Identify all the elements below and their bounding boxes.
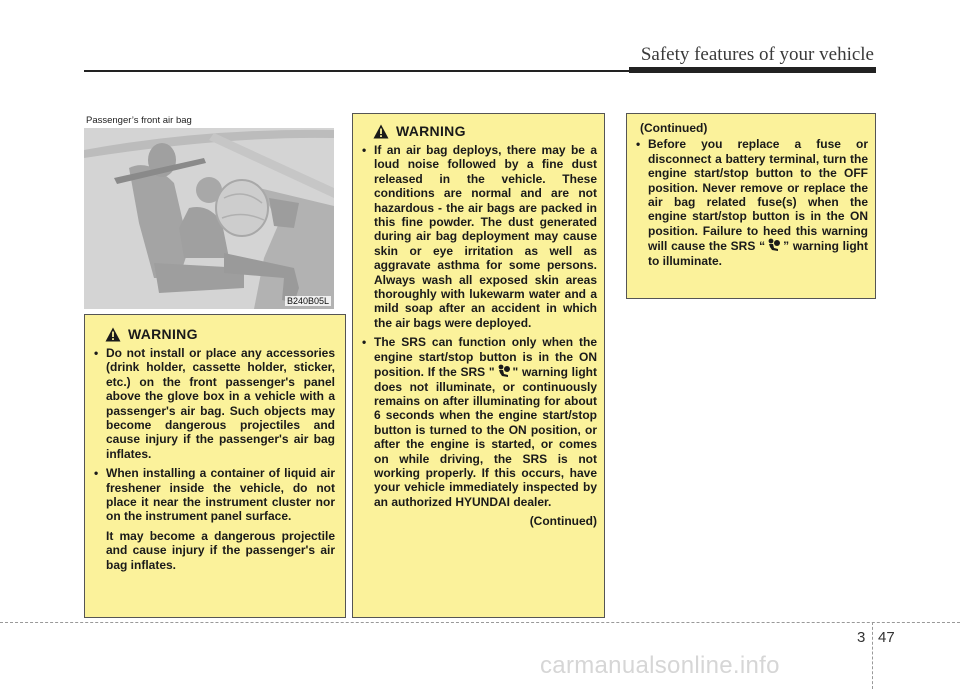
figure-caption: Passenger’s front air bag — [86, 115, 192, 126]
warning-bullet — [635, 137, 868, 268]
header-rule-accent — [629, 67, 876, 73]
warning-bullet: • Do not install or place any accessories (drink holder, cassette holder, sticker, etc.) on the front passenger's panel above the glove box in a vehicle with a passenger's air bag. Such objects may become dangerous projectiles and cause injury if the passenger's air bag inflates. — [93, 346, 335, 461]
warning-title: WARNING — [128, 326, 198, 343]
warning-bullet-text: " warning light does not illuminate, or continuously remains on after illuminating for about 6 seconds when the engine start/stop button is turned to the ON position, or after the engine is started, or comes on while driving, the SRS is not working properly. If this occurs, have your vehicle immediately inspected by an authorized HYUNDAI dealer. — [374, 365, 597, 509]
warning-bullet: • If an air bag deploys, there may be a loud noise followed by a fine dust released in the vehicle. These conditions are normal and are not hazardous - the air bags are packed in this fine powder. The dust generated during air bag deployment may cause skin or eye irritation as well as aggravate asthma for some persons. Always wash all exposed skin areas thoroughly with lukewarm water and a mild soap after an accident in which the air bags were deployed. — [361, 143, 597, 330]
watermark: carmanualsonline.info — [540, 652, 780, 679]
warning-header — [361, 124, 597, 139]
section-title: Safety features of your vehicle — [640, 44, 874, 65]
passenger-airbag-diagram — [84, 128, 334, 309]
warning-bullet-text: The SRS can function only when the engine start/stop button is in the ON position. If the SRS " — [374, 335, 597, 380]
warning-header — [93, 327, 335, 342]
warning-triangle-icon — [373, 124, 389, 139]
warning-bullet — [93, 466, 335, 524]
continued-label: (Continued) — [640, 121, 708, 135]
warning-box-deployment — [352, 113, 605, 618]
page-separator — [872, 622, 873, 689]
warning-bullet — [361, 335, 597, 509]
airbag-illustration — [84, 128, 334, 309]
srs-airbag-icon — [497, 364, 511, 379]
warning-bullet-text: When installing a container of liquid air freshener inside the vehicle, do not place it near the instrument cluster nor on the instrument panel surface. — [106, 466, 335, 524]
warning-box-accessories — [84, 314, 346, 618]
warning-triangle-icon — [105, 327, 121, 342]
warning-bullet-text: ” warning light to illuminate. — [648, 239, 868, 268]
warning-bullet-text: Before you replace a fuse or disconnect a battery terminal, turn the engine start/stop button to the OFF position. Never remove or replace the air bag related fuse(s) when the engine start/stop button is in the ON position. Failure to heed this warning will cause the SRS “ — [648, 137, 868, 254]
page-number: 47 — [878, 629, 895, 646]
chapter-number: 3 — [857, 629, 866, 646]
warning-title: WARNING — [396, 123, 466, 140]
footer-rule — [0, 622, 960, 623]
srs-airbag-icon — [767, 238, 781, 253]
figure-code: B240B05L — [286, 296, 329, 306]
warning-paragraph: It may become a dangerous projectile and cause injury if the passenger's air bag inflates. — [106, 528, 335, 572]
continued-label: (Continued) — [529, 514, 597, 529]
warning-box-fuse — [626, 113, 876, 299]
header-rule — [84, 70, 629, 72]
